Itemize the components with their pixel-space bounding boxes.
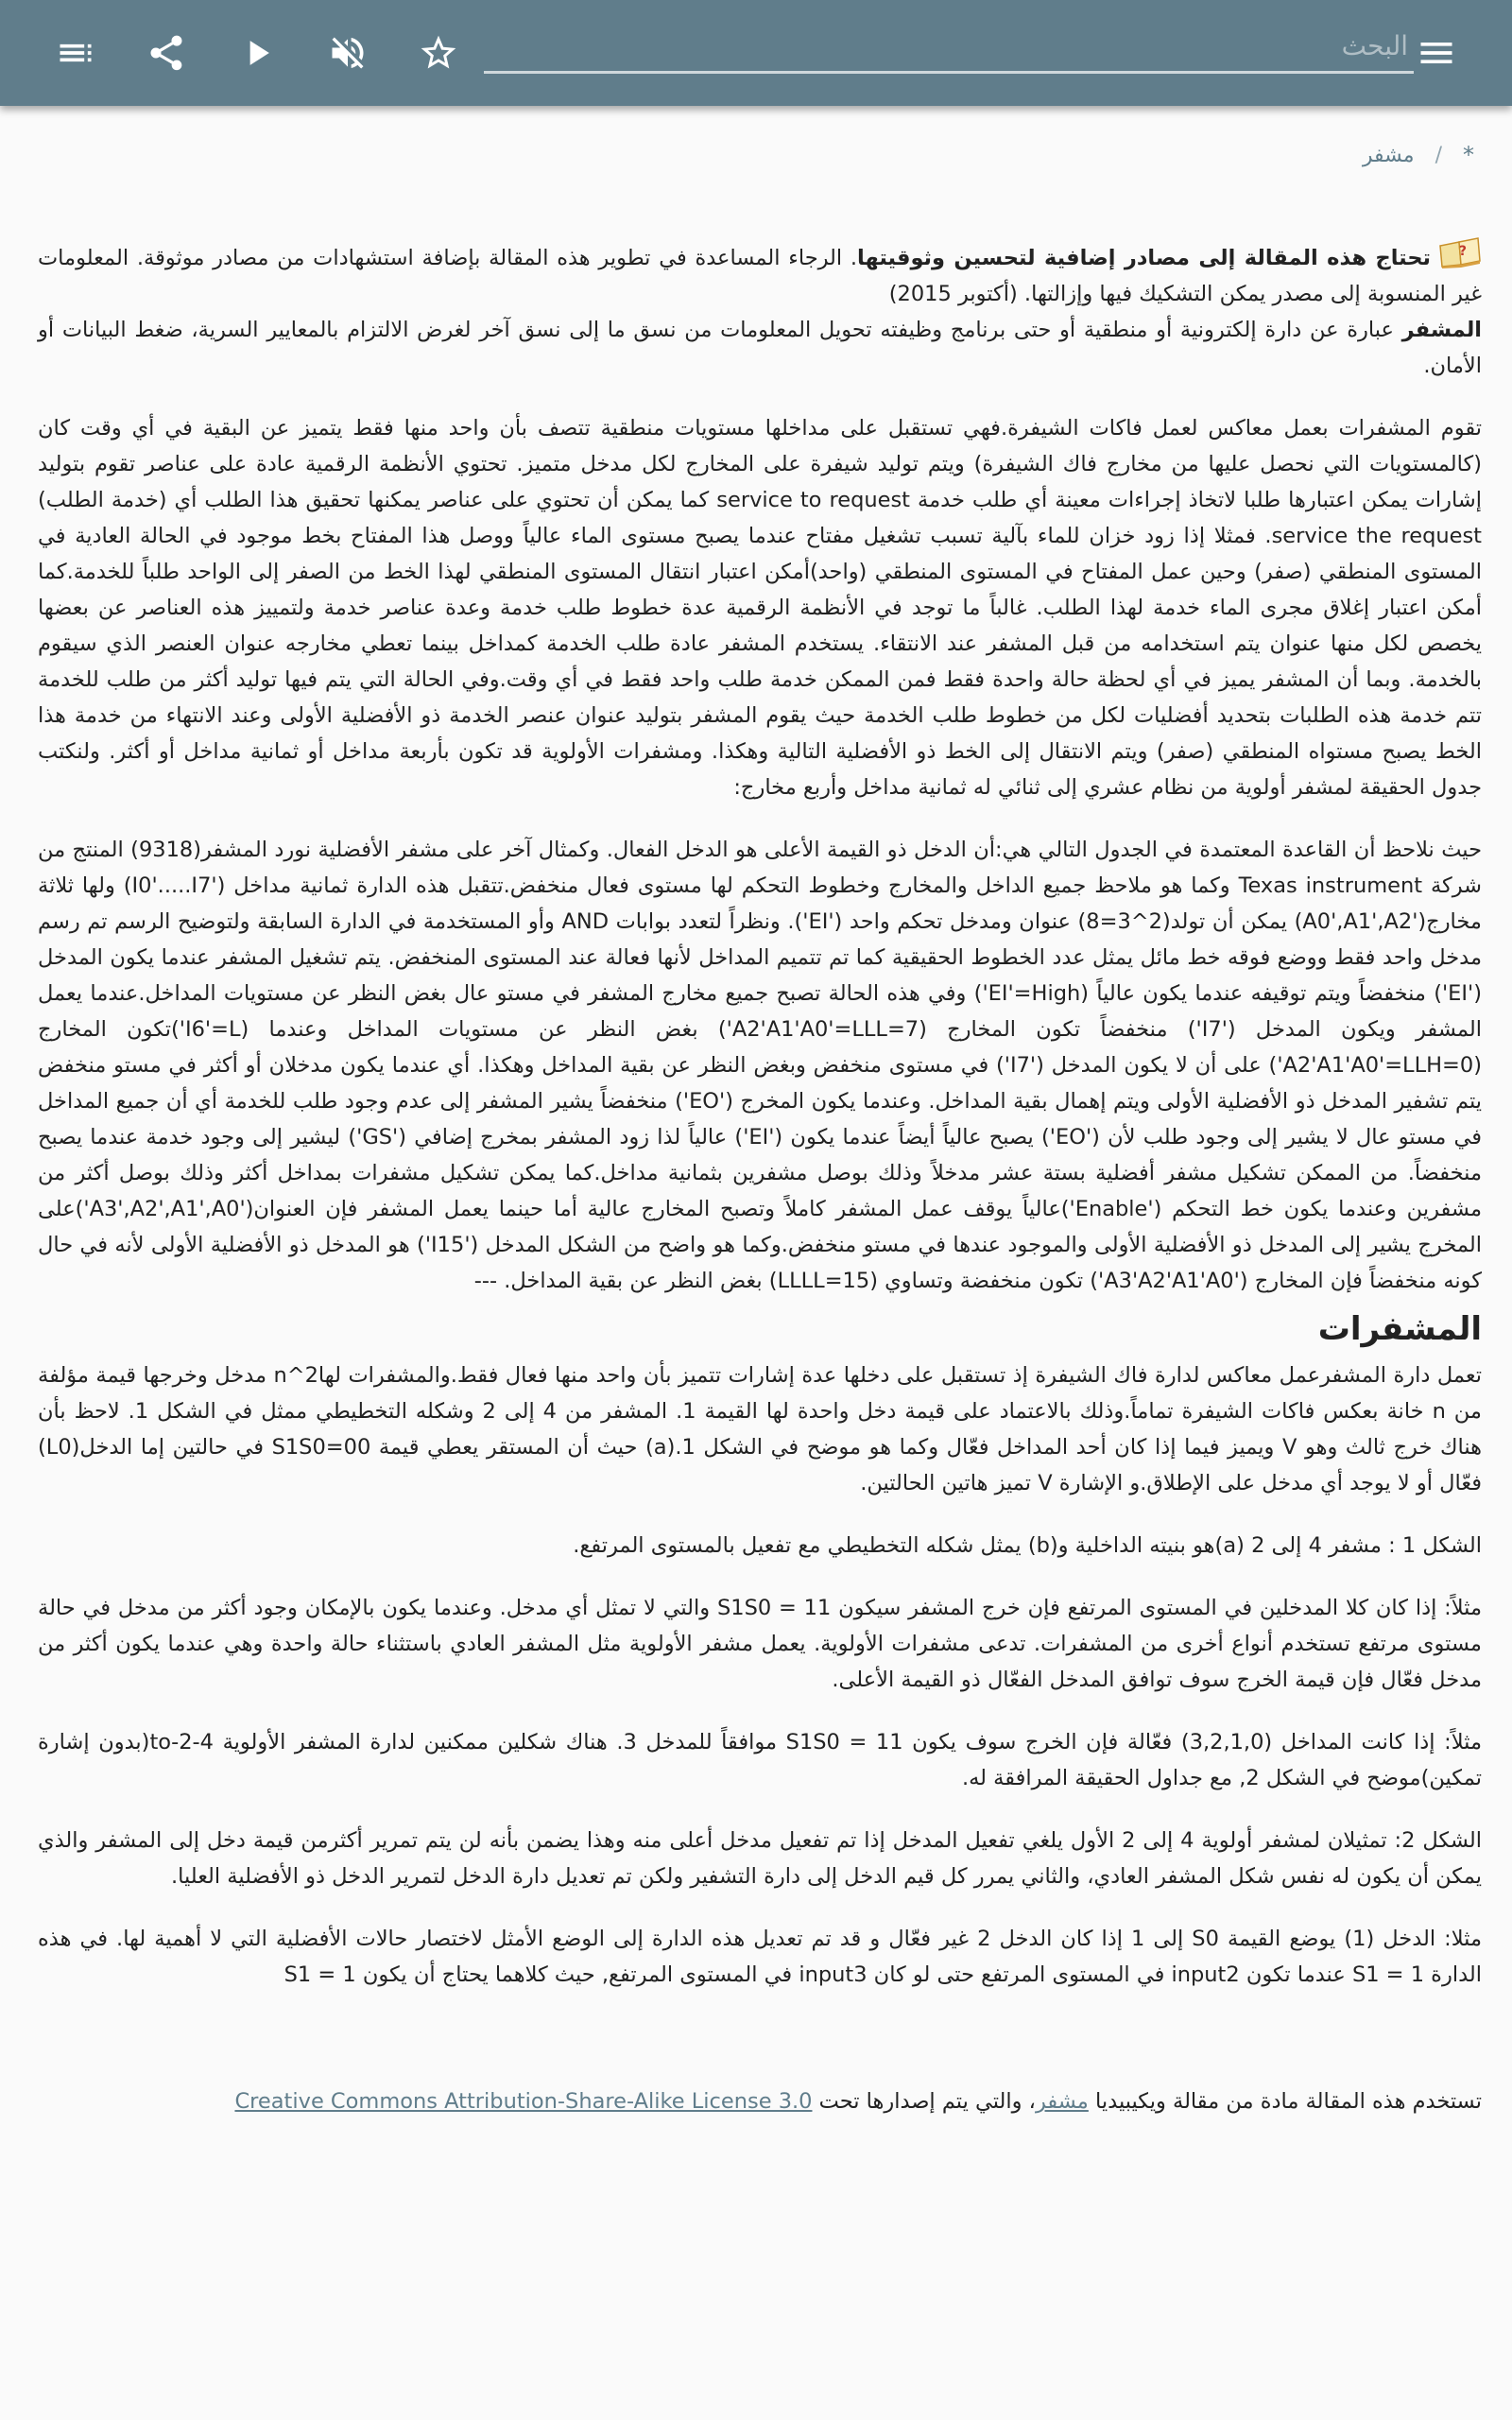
breadcrumb: [1363, 142, 1474, 168]
paragraph-3: تعمل دارة المشفرعمل معاكس لدارة فاك الشيفرة إذ تستقبل على دخلها عدة إشارات تتميز بأن واحد منها فعال فقط.والمشفرات لهاn^2 مدخل وخرجها قيمة مؤلفة من n خانة بعكس فاكات الشيفرة تماماً.وذلك بالاعتماد على قيمة دخل واحدة لها القيمة 1. المشفر من 4 إلى 2 وشكله التخطيطي ممثل في الشكل 1. لاحظ بأن هناك خرج ثالث وهو V ويميز فيما إذا كان أحد المداخل فعّال وكما هو موضح في الشكل 1.(a) حيث أن المستقر يعطي قيمة S1S0=00 في حالتين إما الدخل(L0) فعّال أو لا يوجد أي مدخل على الإطلاق.و الإشارة V تميز هاتين الحالتين.: [38, 1363, 1482, 1495]
breadcrumb-home[interactable]: *: [1463, 142, 1474, 168]
breadcrumb-current[interactable]: مشفر: [1362, 143, 1415, 167]
book-question-icon: [1438, 236, 1482, 268]
intro-paragraph: [38, 312, 1482, 384]
menu-icon[interactable]: [1410, 26, 1463, 79]
paragraph-2: حيث نلاحظ أن القاعدة المعتمدة في الجدول التالي هي:أن الدخل ذو القيمة الأعلى هو الدخل الفعال. وكمثال آخر على مشفر الأفضلية نورد المشفر(9318) المنتج من شركة Texas instrument وكما هو ملاحظ جميع الداخل والمخارج وخطوط التحكم لها مستوى فعال منخفض.تتقبل هذه الدارة ثمانية مداخل ('I0'.....I7) ولها ثلاثة مخارج('A0',A1',A2) يمكن أن تولد(2^3=8) عنوان ومدخل تحكم واحد ('EI'). ونظراً لتعدد بوابات AND وأو المستخدمة في الدارة السابقة ولتوضيح الرسم تم رسم مدخل واحد فقط ووضع فوقه خط مائل يمثل عدد الخطوط الحقيقية كما تم تتميم المداخل لأنها فعالة عند المستوى المنخفض. يتم تشغيل المشفر عندما يكون المدخل ('EI') منخفضاً ويتم توقيفه عندما يكون عالياً (EI'=High') وفي هذه الحالة تصبح جميع مخارج المشفر في مستو عال بغض النظر عن مستويات المداخل.عندما يعمل المشفر ويكون المدخل ('I7') منخفضاً تكون المخارج (A2'A1'A0'=LLL=7') بغض النظر عن مستويات المداخل وعندما (I6'=L')تكون المخارج (A2'A1'A0'=LLH=0') على أن لا يكون المدخل ('I7') في مستوى منخفض وبغض النظر عن بقية المداخل وهكذا. أي عندما يكون مدخلان أو أكثر في مستو منخفض يتم تشفير المدخل ذو الأفضلية الأولى ويتم إهمال بقية المداخل. وعندما يكون المخرج ('EO') منخفضاً يشير المشفر إلى عدم وجود طلب للخدمة أي أن جميع المداخل في مستو عال لا يشير إلى وجود طلب لأن ('EO') يصبح عالياً أيضاً عندما يكون ('EI') عالياً لذا زود المشفر بمخرج إضافي ('GS') ليشير إلى وجود خدمة عندما يصبح منخفضاً. من الممكن تشكيل مشفر أفضلية بستة عشر مدخلاً وذلك بوصل مشفرين بثمانية مداخل.كما يمكن تشكيل مشفرات بمداخل أكثر وذلك بوصل أكثر من مشفرين وعندما يكون خط التحكم ('Enable')عالياً يوقف عمل المشفر كاملاً وتصبح المخارج عالية أما حينما يعمل المشفر فإن العنوان('A3',A2',A1',A0')على المخرج يشير إلى المدخل ذو الأفضلية الأولى والموجود عندها في مستو منخفض.وكما هو واضح من الشكل المدخل ('I15') هو المدخل ذو الأفضلية الأولى لأنه في حال كونه منخفضاً فإن المخارج ('A3'A2'A1'A0') تكون منخفضة وتساوي (LLLL=15) بغض النظر عن بقية المداخل. ---: [38, 838, 1483, 1293]
notice-bold: تحتاج هذه المقالة إلى مصادر إضافية لتحسين وثوقيتها: [857, 246, 1431, 270]
license-prefix: تستخدم هذه المقالة مادة من مقالة ويكيبيديا: [1088, 2089, 1482, 2114]
breadcrumb-separator: /: [1435, 143, 1442, 167]
spacer: [38, 2019, 1482, 2051]
paragraph-4: مثلاً: إذا كان كلا المدخلين في المستوى المرتفع فإن خرج المشفر سيكون S1S0 = 11 والتي لا تمثل أي مدخل. وعندما يكون بالإمكان وجود أكثر من مدخل في حالة مستوى مرتفع تستخدم أنواع أخرى من المشفرات. تدعى مشفرات الأولوية. يعمل مشفر الأولوية مثل المشفر العادي باستثناء حالة واحدة وهي عندما يكون أكثر من مدخل فعّال فإن قيمة الخرج سوف توافق المدخل الفعّال ذو القيمة الأعلى.: [38, 1596, 1483, 1692]
section-heading: المشفرات: [1317, 1310, 1482, 1348]
share-icon-glyph: [146, 32, 187, 74]
wikipedia-article-link[interactable]: مشفر: [1035, 2089, 1089, 2114]
license-link[interactable]: Creative Commons Attribution-Share-Alike License 3.0: [234, 2089, 813, 2114]
article-content: [38, 236, 1482, 2146]
license-notice: [38, 2083, 1482, 2119]
star-icon[interactable]: [412, 26, 465, 79]
volume-off-icon[interactable]: [321, 26, 374, 79]
paragraph-1: تقوم المشفرات بعمل معاكس لعمل فاكات الشيفرة.فهي تستقبل على مداخلها مستويات منطقية تتصف بأن واحد منها فقط يتميز عن البقية في أي وقت كان (كالمستويات التي نحصل عليها من مخارج فاك الشيفرة) ويتم توليد شيفرة على المخارج لكل مدخل متميز. تحتوي الأنظمة الرقمية عادة على عناصر تقوم بتوليد إشارات يمكن اعتبارها طلبا لاتخاذ إجراءات معينة أي طلب خدمة service to request كما يمكن أن تحتوي على عناصر يمكنها تحقيق هذا الطلب أي (خدمة الطلب) service the request. فمثلا إذا زود خزان للماء بآلية تسبب تشغيل مفتاح عندما يصبح مستوى الماء عالياً ووصل هذا المفتاح بخط موجود في الحالة العادية في المستوى المنطقي (صفر) وحين عمل المفتاح في المستوى المنطقي (واحد)أمكن اعتبار انتقال المستوى المنطقي لهذا الخط من الصفر إلى الواحد طلباً للخدمة.كما أمكن اعتبار إغلاق مجرى الماء خدمة لهذا الطلب. غالباً ما توجد في الأنظمة الرقمية عدة خطوط طلب خدمة وعدة عناصر خدمة ولتمييز هذه العناصر عن بعضها يخصص لكل منها عنوان يتم استخدامه من قبل المشفر عند الانتقاء. يستخدم المشفر عادة طلب الخدمة كمداخل بينما تعطي مخارجه عنوان العنصر الذي سيقوم بالخدمة. وبما أن المشفر يميز في أي لحظة حالة واحدة فقط فمن الممكن خدمة طلب واحد فقط في أي وقت.وفي الحالة التي يتم فيها توليد أكثر من طلب للخدمة تتم خدمة هذه الطلبات بتحديد أفضليات لكل من خطوط طلب الخدمة حيث يقوم المشفر بتوليد عنوان عنصر الخدمة ذو الأفضلية الأولى وعند الانتهاء من خدمة هذا الخط يصبح مستواه المنطقي (صفر) ويتم الانتقال إلى الخط ذو الأفضلية التالية وهكذا. ومشفرات الأولوية قد تكون بأربعة مداخل أو ثمانية مداخل أو أكثر. ولنكتب جدول الحقيقة لمشفر أولوية من نظام عشري إلى ثنائي له ثمانية مداخل وأربع مخارج:: [38, 416, 1482, 800]
toc-icon-glyph: [55, 32, 96, 74]
toc-icon[interactable]: [49, 26, 102, 79]
volume-off-icon-glyph: [327, 32, 369, 74]
license-middle: ، والتي يتم إصدارها تحت: [812, 2089, 1036, 2114]
notice-text: . الرجاء المساعدة في تطوير هذه المقالة بإضافة استشهادات من مصادر موثوقة. المعلومات غير المنسوبة إلى مصدر يمكن التشكيك فيها وإزالتها. (أكتوبر 2015): [38, 246, 1482, 306]
svg-text:?: ?: [1458, 244, 1467, 259]
search-input[interactable]: [484, 21, 1414, 74]
share-icon[interactable]: [140, 26, 193, 79]
figure-2-caption: الشكل 2: تمثيلان لمشفر أولوية 4 إلى 2 الأول يلغي تفعيل المدخل إذا تم تفعيل مدخل أعلى منه وهذا يضمن بأنه لن يتم تمرير أكثرمن قيمة دخل إلى المشفر والذي يمكن أن يكون له نفس شكل المشفر العادي، والثاني يمرر كل قيم الدخل إلى دارة التشفير ولكن تم تعديل دارة الدخل لتمرير الدخل ذو الأفضلية العليا.: [38, 1828, 1483, 1889]
hamburger-menu-icon-glyph: [1416, 32, 1457, 74]
paragraph-5: مثلاً: إذا كانت المداخل (3,2,1,0) فعّالة فإن الخرج سوف يكون S1S0 = 11 موافقاً للمدخل 3. هناك شكلين ممكنين لدارة المشفر الأولوية 4-2-to(بدون إشارة تمكين)موضح في الشكل 2, مع جداول الحقيقة المرافقة له.: [38, 1730, 1483, 1790]
intro-bold-term: المشفر: [1401, 318, 1482, 342]
app-toolbar: [0, 0, 1512, 106]
play-icon-glyph: [236, 32, 278, 74]
star-outline-icon-glyph: [418, 32, 459, 74]
intro-text: عبارة عن دارة إلكترونية أو منطقية أو حتى برنامج وظيفته تحويل المعلومات من نسق ما إلى نسق آخر لغرض الالتزام بالمعايير السرية، ضغط البيانات أو الأمان.: [38, 318, 1482, 378]
play-icon[interactable]: [231, 26, 284, 79]
spacer: [38, 2051, 1482, 2083]
figure-1-caption: الشكل 1 : مشفر 4 إلى 2 (a)هو بنيته الداخلية و(b) يمثل شكله التخطيطي مع تفعيل بالمستوى المرتفع.: [573, 1533, 1482, 1558]
citation-notice: [38, 236, 1482, 312]
paragraph-6: مثلا: الدخل (1) يوضع القيمة S0 إلى 1 إذا كان الدخل 2 غير فعّال و قد تم تعديل هذه الدارة إلى الوضع الأمثل لاختصار حالات الأفضلية التي لا أهمية لها. في هذه الدارة S1 = 1 عندما تكون input2 في المستوى المرتفع حتى لو كان input3 في المستوى المرتفع, حيث كلاهما يحتاج أن يكون S1 = 1: [38, 1927, 1482, 1987]
search-container: [484, 21, 1414, 78]
